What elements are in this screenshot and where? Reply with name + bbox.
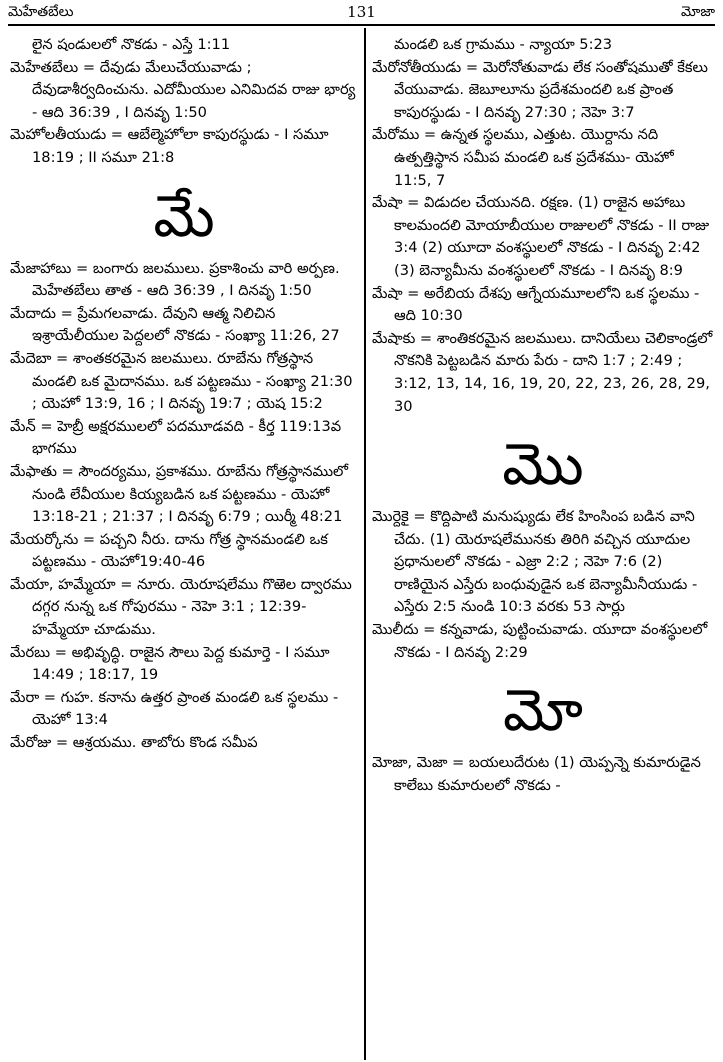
column-divider — [364, 28, 366, 1060]
dictionary-entry: మొర్దెకై = కొద్దిపాటి మనుష్యుడు లేక హింసింప బడిన వాని చేదు. (1) యెరూషలేమునకు తిరిగి వచ్చిన యూదుల ప్రధానులలో నొకడు - ఎజ్రా 2:2 ; నెహె 7:6 (2) రాణియైన ఎస్తేరు బంధువుడైన ఒక బెన్యామీనీయుడు - ఎస్తేరు 2:5 నుండి 10:3 వరకు 53 సార్లు — [372, 508, 698, 616]
dictionary-entry: మేరోము = ఉన్నత స్థలము, ఎత్తుట. యొర్దాను నది ఉత్పత్తిస్థాన సమీప మండలి ఒక ప్రదేశము- యెహో 11:5, 7 — [372, 126, 674, 189]
right-column — [372, 34, 714, 797]
dictionary-entry: మేజాహాబు = బంగారు జలములు. ప్రకాశించు వారి అర్పణ. మెహేతబేలు తాత - ఆది 36:39 , I దినవృ 1:50 — [10, 259, 340, 300]
header-right-guideword: మోజా — [681, 4, 715, 20]
dictionary-entry: మేషా = అరేబియ దేశపు ఆగ్నేయమూలలోని ఒక స్థలము - ఆది 10:30 — [372, 284, 700, 325]
left-column — [10, 34, 358, 755]
dictionary-entry: మేదాదు = ప్రేమగలవాడు. దేవుని ఆత్మ నిలిచిన ఇశ్రాయేలీయుల పెద్దలలో నొకడు - సంఖ్యా 11:26, 27 — [10, 304, 340, 345]
section-heading: మే — [153, 181, 215, 250]
dictionary-entry: మెహోలతీయుడు = ఆబేల్మెహోలా కాపురస్థుడు - I సమూ 18:19 ; II సమూ 21:8 — [10, 126, 329, 166]
dictionary-entry: మేదెబా = శాంతకరమైన జలములు. రూబేను గోత్రస్థాన మండలి ఒక మైదానము. ఒక పట్టణము - సంఖ్యా 21:30 ; యెహో 13:9, 16 ; I దినవృ 19:7 ; యెష 15:2 — [10, 349, 353, 413]
dictionary-entry: మేషాకు = శాంతికరమైన జలములు. దానియేలు చెలికాండ్రలో నొకనికి పెట్టబడిన మారు పేరు - దాని 1:7 ; 2:49 ; 3:12, 13, 14, 16, 19, 20, 22, 23, 26, 28, 29, 30 — [372, 329, 713, 415]
dictionary-entry: మేయా, హమ్మేయా = నూరు. యెరూషలేము గొఱెల ద్వారము దగ్గర నున్న ఒక గోపురము - నెహె 3:1 ; 12:39- హమ్మేయా చూడుము. — [10, 575, 352, 639]
dictionary-entry: మోజా, మెజా = బయలుదేరుట (1) యెప్పన్నె కుమారుడైన కాలేబు కుమారులలో నొకడు - — [372, 754, 701, 794]
page-number: 131 — [347, 3, 376, 21]
section-heading: మొ — [502, 430, 584, 499]
header-left-guideword: మెహేతబేలు — [8, 4, 74, 20]
section-heading: మో — [503, 676, 583, 745]
dictionary-entry: మేరబు = అభివృద్ధి. రాజైన సౌలు పెద్ద కుమార్తె - I సమూ 14:49 ; 18:17, 19 — [10, 643, 330, 684]
dictionary-entry: మేషా = విడుదల చేయునది. రక్షణ. (1) రాజైన అహాబు కాలమందలి మోయాబీయుల రాజులలో నొకడు - II రాజు 3:4 (2) యూదా వంశస్థులలో నొకడు - I దినవృ 2:42 (3) బెన్యామీను వంశస్థులలో నొకడు - I దినవృ 8:9 — [372, 194, 710, 279]
dictionary-entry: మేన్ = హెబ్రీ అక్షరములలో పదమూడవది - కీర్త 119:13వ భాగము — [10, 417, 342, 458]
dictionary-entry: మేఫాతు = సౌందర్యము, ప్రకాశము. రూబేను గోత్రస్థానములో నుండి లేవీయుల కియ్యబడిన ఒక పట్టణము - యెహో 13:18-21 ; 21:37 ; I దినవృ 6:79 ; యిర్మీ 48:21 — [10, 462, 349, 526]
page-header — [8, 2, 715, 26]
dictionary-entry: మండలి ఒక గ్రామము - న్యాయా 5:23 — [394, 36, 613, 53]
dictionary-entry: మొలీదు = కన్నవాడు, పుట్టించువాడు. యూదా వంశస్థులలో నొకడు - I దినవృ 2:29 — [372, 621, 708, 661]
dictionary-entry: మేరోజు = ఆశ్రయము. తాబోరు కొండ సమీప — [10, 734, 258, 752]
dictionary-entry: మెహేతబేలు = దేవుడు మేలుచేయువాడు ; దేవుడాశీర్వదించును. ఎదోమీయుల ఎనిమిదవ రాజు భార్య - ఆది 36:39 , I దినవృ 1:50 — [10, 58, 356, 121]
dictionary-entry: మేరోనోతీయుడు = మెరోనోతువాడు లేక సంతోషముతో కేకలు వేయువాడు. జెబూలూను ప్రదేశమందలి ఒక ప్రాంత కాపురస్థుడు - I దినవృ 27:30 ; నెహె 3:7 — [372, 58, 708, 121]
dictionary-entry: మేరా = గుహ. కనాను ఉత్తర ప్రాంత మండలి ఒక స్థలము - యెహో 13:4 — [10, 688, 339, 729]
dictionary-entry: లైన షండులలో నొకడు - ఎస్తే 1:11 — [32, 36, 231, 53]
dictionary-entry: మేయర్కోను = పచ్చని నీరు. దాను గోత్ర స్థానమండలి ఒక పట్టణము - యెహో19:40-46 — [10, 530, 328, 571]
